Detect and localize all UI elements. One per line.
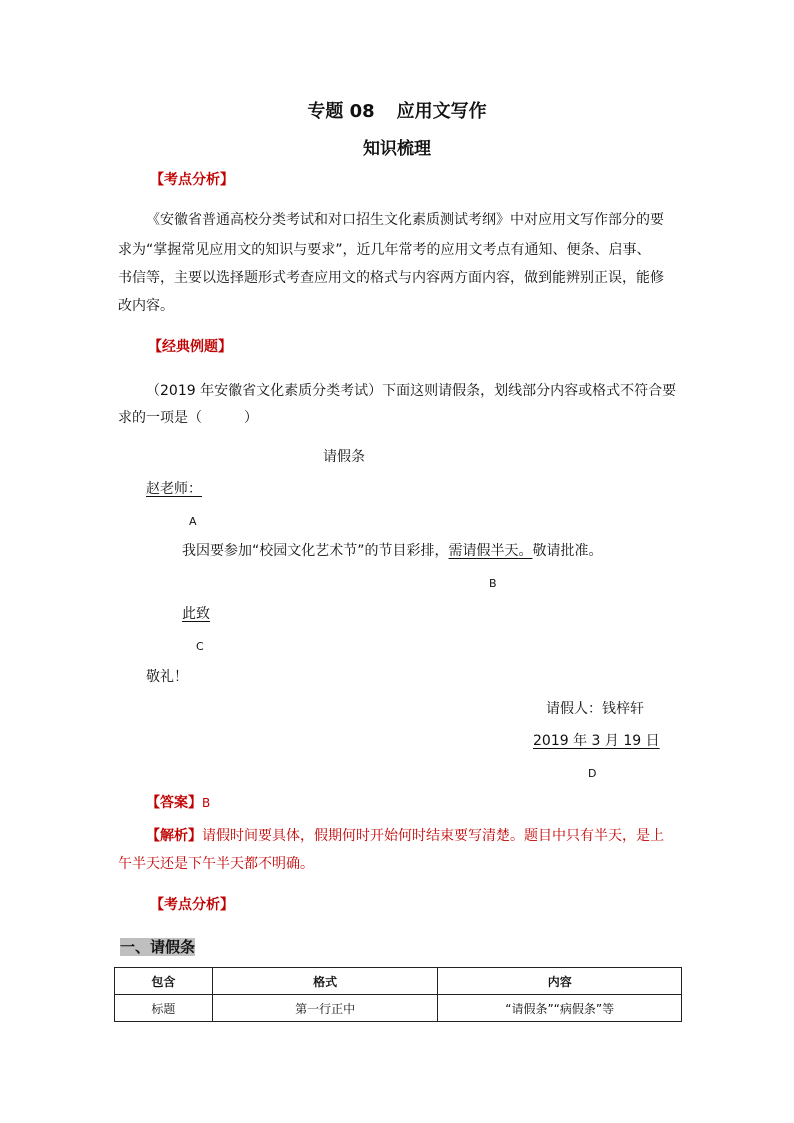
label-d: D: [588, 767, 597, 780]
analysis-line-2: 午半天还是下午半天都不明确。: [118, 856, 314, 872]
note-date: 2019 年 3 月 19 日: [533, 733, 660, 749]
title-name: 应用文写作: [396, 101, 487, 122]
answer: [146, 789, 210, 818]
table-cell: 标题: [115, 995, 213, 1022]
note-salutation: 赵老师：: [146, 481, 202, 497]
note-body-end: 敬请批准。: [532, 543, 603, 559]
note-closing: 此致: [182, 606, 210, 622]
question-line-1: （2019 年安徽省文化素质分类考试）下面这则请假条，划线部分内容或格式不符合要: [146, 383, 677, 399]
answer-value: B: [202, 796, 211, 810]
format-table: [114, 967, 682, 1022]
page-title: [0, 97, 794, 123]
label-c: C: [196, 640, 204, 653]
intro-line-4: 改内容。: [118, 298, 174, 314]
note-body: [182, 537, 603, 566]
note-body-plain: 我因要参加“校园文化艺术节”的节目彩排，: [182, 543, 449, 559]
table-cell: “请假条”“病假条”等: [438, 995, 682, 1022]
section-one-heading: [120, 936, 195, 957]
table-header: 内容: [438, 968, 682, 995]
note-heading: 请假条: [323, 449, 365, 465]
intro-line-1: 《安徽省普通高校分类考试和对口招生文化素质测试考纲》中对应用文写作部分的要: [146, 212, 664, 228]
table-header: 包含: [115, 968, 213, 995]
section-kaodian-1: 【考点分析】: [150, 172, 234, 188]
section-kaodian-2: 【考点分析】: [150, 897, 234, 913]
note-salute: 敬礼！: [146, 669, 188, 685]
analysis-label: 【解析】: [146, 828, 202, 844]
section-one-text: 一、请假条: [120, 938, 196, 956]
section-jingdian: 【经典例题】: [148, 339, 232, 355]
table-cell: 第一行正中: [212, 995, 438, 1022]
label-b: B: [489, 577, 497, 590]
analysis-text-1: 请假时间要具体，假期何时开始何时结束要写清楚。题目中只有半天，是上: [202, 828, 664, 844]
question-line-2: 求的一项是（ ）: [118, 410, 258, 426]
note-signer: 请假人：钱梓轩: [546, 701, 644, 717]
table-row: [115, 995, 682, 1022]
analysis-line-1: [146, 822, 664, 851]
title-topic: 专题 08: [307, 101, 375, 122]
table-header-row: [115, 968, 682, 995]
answer-label: 【答案】: [146, 795, 202, 811]
intro-line-2: 求为“掌握常见应用文的知识与要求”，近几年常考的应用文考点有通知、便条、启事、: [118, 242, 651, 258]
label-a: A: [189, 515, 197, 528]
table-header: 格式: [212, 968, 438, 995]
page-subtitle: 知识梳理: [363, 139, 431, 159]
intro-line-3: 书信等，主要以选择题形式考查应用文的格式与内容两方面内容，做到能辨别正误，能修: [118, 270, 664, 286]
note-body-underlined: 需请假半天。: [448, 543, 533, 559]
